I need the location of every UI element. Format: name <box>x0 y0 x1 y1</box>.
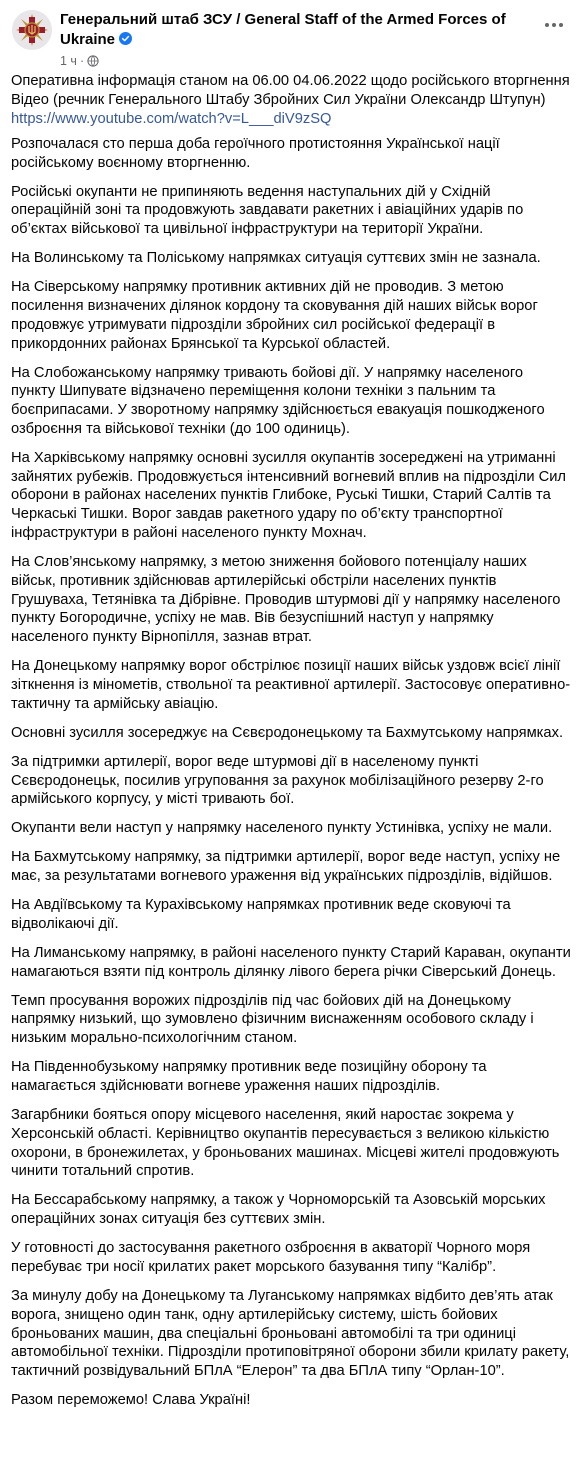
post-paragraph: На Волинському та Поліському напрямках ситуація суттєвих змін не зазнала. <box>11 250 541 267</box>
post-paragraph: На Південнобузькому напрямку противник веде позиційну оборону та намагається здійснювати вогневе ураження наших підрозділів. <box>11 1059 487 1095</box>
meta-separator: · <box>79 54 85 68</box>
globe-icon[interactable] <box>87 55 99 67</box>
post-paragraph: За минулу добу на Донецькому та Луганському напрямках відбито дев’ять атак ворога, знищено один танк, одну артилерійську систему, шість бойових броньованих машин, два спеціальні броньовані автомобілі та три одиниці автомобільної техніки. Підрозділи протиповітряної оборони збили крилату ракету, тактичний розвідувальний БПлА “Елерон” та два БПлА типу “Орлан-10”. <box>11 1287 570 1380</box>
post-paragraph: На Авдіївському та Курахівському напрямках противник веде сковуючі та відволікаючі дії. <box>11 897 511 932</box>
more-options-icon <box>545 23 563 27</box>
post-paragraph: На Слов’янському напрямку, з метою зниження бойового потенціалу наших військ, противник здійснював артилерійські обстріли населених пунктів Грушуваха, Тетянівка та Дібрівне. Проводив штурмові дії у напрямку населеного пункту Богородичне, успіху не мав. Вів безуспішний наступ у напрямку населеного пункту Вірнопілля, зазнав втрат. <box>11 554 561 646</box>
post-paragraph: Основні зусилля зосереджує на Сєвєродонецькому та Бахмутському напрямках. <box>11 724 564 741</box>
post-paragraph: На Слобожанському напрямку тривають бойові дії. У напрямку населеного пункту Шипуватe відзначено переміщення колони техніки з пальним та боєприпасами. У зворотному напрямку здійснюється евакуація пошкодженого озброєння та військової техніки (до 100 одиниць). <box>11 364 545 437</box>
intro-headline: Оперативна інформація станом на 06.00 04.06.2022 щодо російського вторгнення <box>11 73 570 89</box>
closing-line: Разом переможемо! Слава Україні! <box>11 1392 251 1409</box>
page-name-text[interactable]: Генеральний штаб ЗСУ / General Staff of the Armed Forces of Ukraine <box>60 11 506 48</box>
verified-badge-icon <box>119 32 132 45</box>
post-paragraph: На Сіверському напрямку противник активних дій не проводив. З метою посилення визначених ділянок кордону та сковування дій наших військ ворог продовжує утримувати підрозділи збройних сил російської федерації в прикордонних районах Брянської та Курської областей. <box>11 279 538 352</box>
intro-video-credit: Відео (речник Генерального Штабу Збройних Сил України Олександр Штупун) <box>11 91 546 108</box>
post-paragraph: У готовності до застосування ракетного озброєння в акваторії Чорного моря перебуває три носії крилатих ракет морського базування типу “Калібр”. <box>11 1240 531 1275</box>
post-paragraph: За підтримки артилерії, ворог веде штурмові дії в населеному пункті Сєвєродонецьк, посилив угруповання за рахунок мобілізаційного резерву 2-го армійського корпусу, у місті тривають бої. <box>11 753 544 808</box>
post-paragraph: На Бахмутському напрямку, за підтримки артилерії, ворог веде наступ, успіху не має, за результатами вогневого ураження від українських підрозділів, відійшов. <box>11 849 561 885</box>
more-options-button[interactable] <box>536 10 572 46</box>
page-name[interactable] <box>60 10 520 50</box>
general-staff-emblem-icon <box>12 10 52 50</box>
post-timestamp[interactable]: 1 ч <box>60 54 77 68</box>
post-paragraph: Російські окупанти не припиняють ведення наступальних дій у Східній операційній зоні та продовжують завдавати ракетних і авіаційних ударів по об’єктах військової та цивільної інфраструктури на території України. <box>11 183 524 238</box>
post-body <box>11 72 571 1420</box>
post-paragraph: На Лиманському напрямку, в районі населеного пункту Старий Караван, окупанти намагаються взяти під контроль ділянку лівого берега річки Сіверський Донець. <box>11 944 571 980</box>
post-paragraph: Окупанти вели наступ у напрямку населеного пункту Устинівка, успіху не мали. <box>11 820 553 837</box>
post-paragraph: На Бессарабському напрямку, а також у Чорноморській та Азовській морських операційних зонах ситуація без суттєвих змін. <box>11 1192 546 1228</box>
intro-block <box>11 72 571 128</box>
post-paragraph: На Харківському напрямку основні зусилля окупантів зосереджені на утриманні зайнятих рубежів. Продовжується інтенсивний вогневий вплив на підрозділи Сил оборони в районах населених пунктів Глибоке, Руські Тишки, Старий Салтів та Черкаські Тишки. Ворог завдав ракетного удару по об’єкту транспортної інфраструктури в районі населеного пункту Мохнач. <box>11 449 566 542</box>
video-link[interactable]: https://www.youtube.com/watch?v=L___diV9zSQ <box>11 110 332 127</box>
page-avatar[interactable] <box>12 10 52 50</box>
post-paragraph: На Донецькому напрямку ворог обстрілює позиції наших військ уздовж всієї лінії зіткнення із мінометів, ствольної та реактивної артилерії. Застосовує оперативно-тактичну та армійську авіацію. <box>11 658 571 712</box>
post-paragraph: Розпочалася сто перша доба героїчного протистояння Української нації російському воєнному вторгненню. <box>11 135 500 171</box>
post-meta <box>60 53 99 69</box>
post-header <box>12 10 572 66</box>
post-paragraph: Темп просування ворожих підрозділів під час бойових дій на Донецькому напрямку низький, що зумовлено фізичним виснаженням особового складу і низьким морально-психологічним станом. <box>11 992 534 1047</box>
post-paragraph: Загарбники бояться опору місцевого населення, який наростає зокрема у Херсонській області. Керівництво окупантів пересувається з великою кількістю охорони, в бронежилетах, у броньованих машинах. Місцеві жителі продовжують чинити тотальний спротив. <box>11 1107 560 1180</box>
